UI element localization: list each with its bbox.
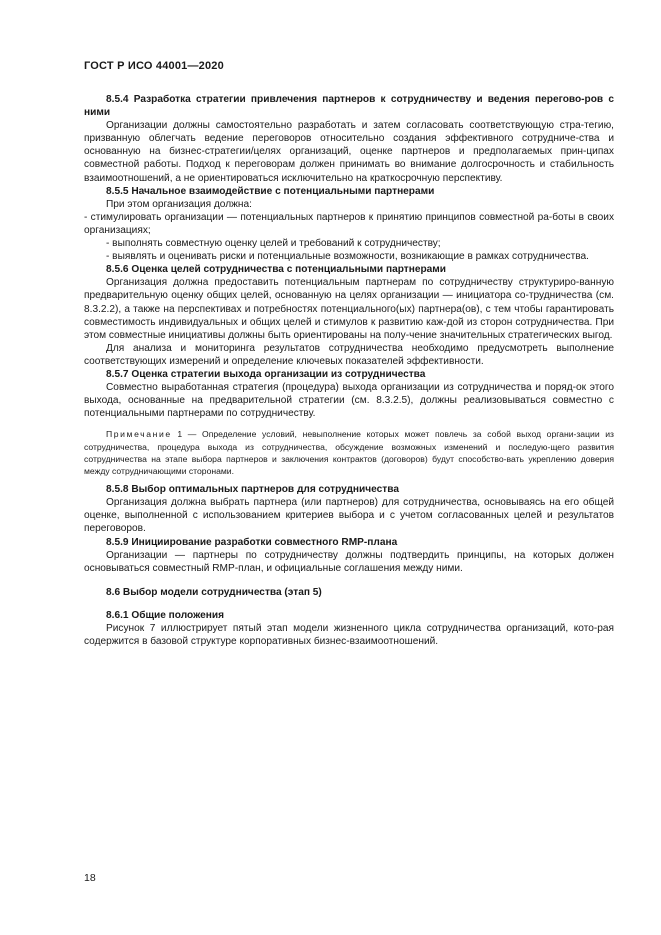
section-8-5-4-paragraph: Организации должны самостоятельно разработать и затем согласовать соответствующую стра-тегию, призванную облегчать ведение переговоров относительно создания эффективного сотрудниче-ства и основанную на бизнес-стратегии/целях организаций, оценке партнеров и предполагаемых прин-ципах совместной работы. Подход к переговорам должен принимать во внимание долгосрочность и стабильность взаимоотношений, а не ориентироваться исключительно на краткосрочную перспективу. <box>84 120 614 184</box>
section-8-5-7-paragraph: Совместно выработанная стратегия (процедура) выхода организации из сотрудничества и поряд-ок этого выхода, основанные на предварительной стратегии (см. 8.3.2.5), должны реализовываться совместно с потенциальными партнерами по сотрудничеству. <box>84 382 614 420</box>
page-content <box>84 93 614 648</box>
list-item: - стимулировать организации — потенциальных партнеров к принятию принципов совместной ра-боты в своих организациях; <box>84 211 614 236</box>
section-8-5-8-title: 8.5.8 Выбор оптимальных партнеров для сотрудничества <box>106 484 399 496</box>
page-header: ГОСТ Р ИСО 44001—2020 <box>84 60 224 72</box>
note-1 <box>84 428 614 477</box>
list-item: - выполнять совместную оценку целей и требований к сотрудничеству; <box>106 238 441 250</box>
list-item: - выявлять и оценивать риски и потенциальные возможности, возникающие в рамках сотрудничества. <box>106 251 589 263</box>
note-text: 1 — Определение условий, невыполнение которых может повлечь за собой выход органи-зации из сотрудничества, процедура выхода из сотрудничества, обсуждение возможных изменений и последую-щего развития сотрудничества на этапе выбора партнеров и заключения контрактов (договоров) будут способство-вать укреплению доверия между сотрудничающими сторонами. <box>84 429 614 476</box>
section-8-5-7-title: 8.5.7 Оценка стратегии выхода организации из сотрудничества <box>106 368 426 380</box>
section-8-6-title: 8.6 Выбор модели сотрудничества (этап 5) <box>106 586 322 598</box>
section-8-5-5-title: 8.5.5 Начальное взаимодействие с потенциальными партнерами <box>106 185 435 197</box>
note-label: Примечание <box>106 429 172 440</box>
section-8-5-4-title: 8.5.4 Разработка стратегии привлечения партнеров к сотрудничеству и ведения перегово-ров с ними <box>84 94 614 119</box>
page-number: 18 <box>84 872 96 884</box>
section-8-5-6-title: 8.5.6 Оценка целей сотрудничества с потенциальными партнерами <box>106 264 446 276</box>
section-8-6-1-title: 8.6.1 Общие положения <box>106 609 224 621</box>
section-8-6-1-paragraph: Рисунок 7 иллюстрирует пятый этап модели жизненного цикла сотрудничества организаций, кото-рая содержится в базовой структуре корпоративных бизнес-взаимоотношений. <box>84 623 614 648</box>
section-8-5-5-paragraph: При этом организация должна: <box>106 198 252 210</box>
section-8-5-6-paragraph-2: Для анализа и мониторинга результатов сотрудничества необходимо предусмотреть выполнение соответствующих измерений и определение ключевых показателей эффективности. <box>84 342 614 367</box>
section-8-5-9-paragraph: Организации — партнеры по сотрудничеству должны подтвердить принципы, на которых должен основываться совместный RMP-план, и официальные соглашения между ними. <box>84 549 614 574</box>
section-8-5-8-paragraph: Организация должна выбрать партнера (или партнеров) для сотрудничества, основываясь на его общей оценке, выполненной с использованием критериев выбора и с учетом согласованных целей и результатов переговоров. <box>84 497 614 535</box>
section-8-5-6-paragraph: Организация должна предоставить потенциальным партнерам по сотрудничеству структуриро-ванную предварительную оценку общих целей, основанную на целях организации — инициатора со-трудничества (см. 8.3.2.2), а также на перспективах и потребностях потенциального(ых) партнера(ов), с тем чтобы гарантировать совместимость индивидуальных и общих целей и стимулов к развитию каж-дой из сторон сотрудничества. При этом совместные инициативы должны быть ориентированы на полу-чение значительных стратегических выгод. <box>84 277 614 341</box>
section-8-5-9-title: 8.5.9 Инициирование разработки совместного RMP-плана <box>106 536 398 548</box>
